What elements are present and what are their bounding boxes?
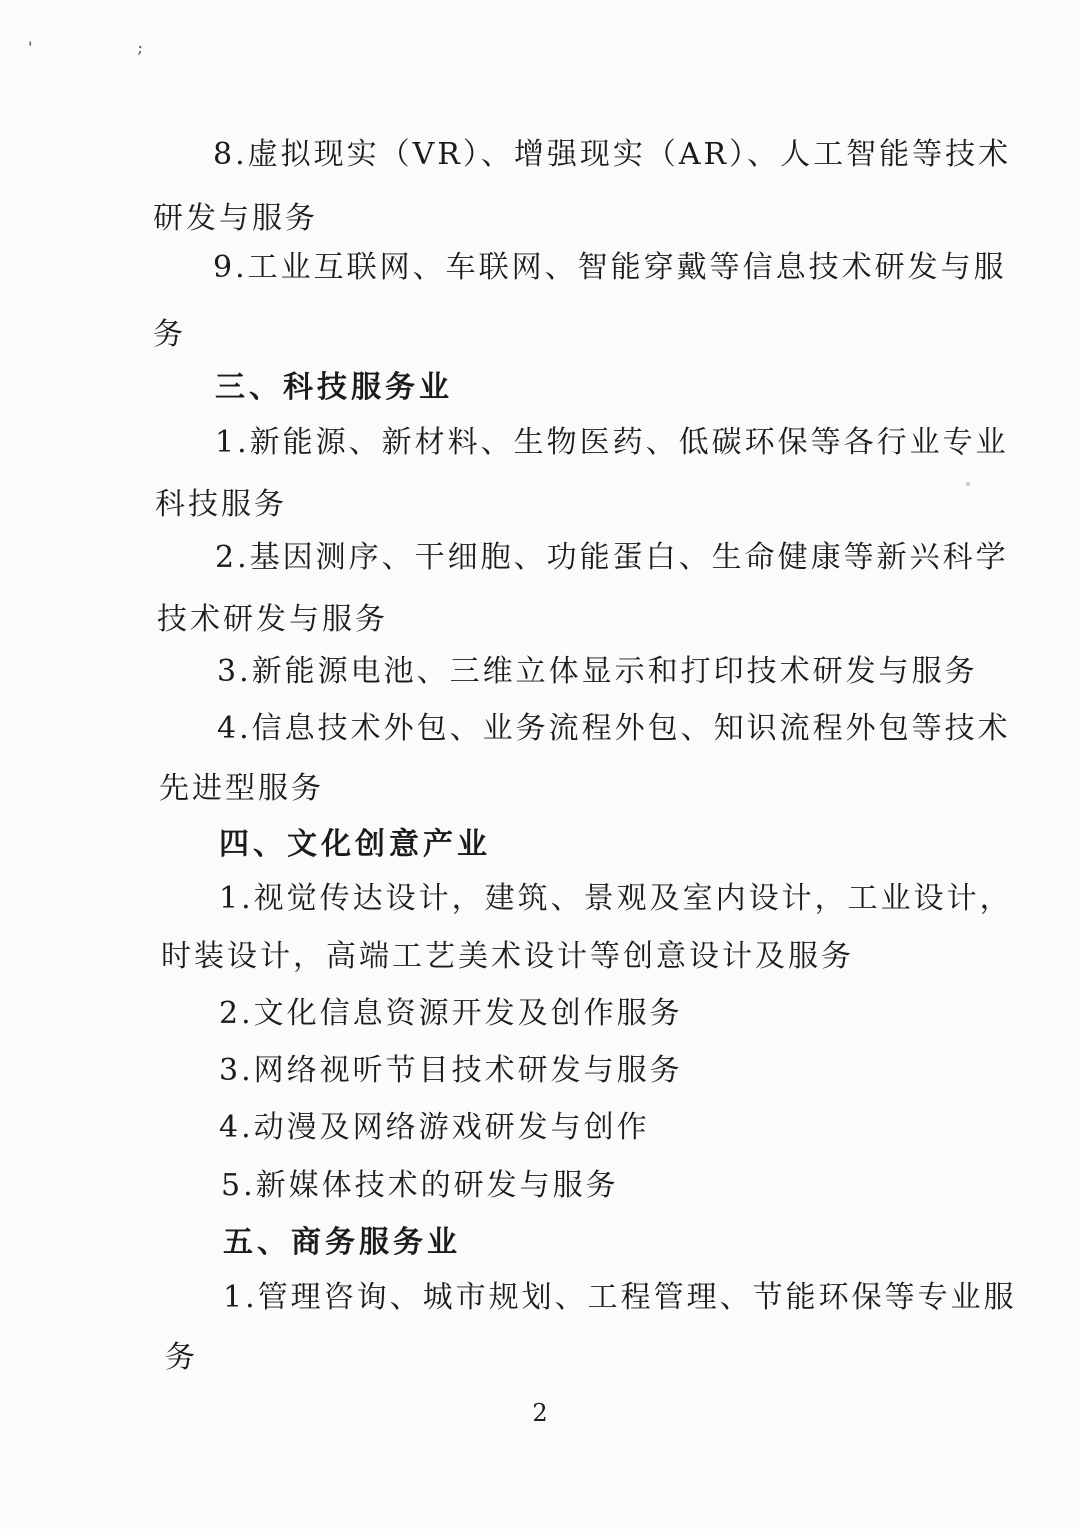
section3-item-3: 3.新能源电池、三维立体显示和打印技术研发与服务 <box>217 654 978 689</box>
section4-item-1-line-1: 1.视觉传达设计，建筑、景观及室内设计，工业设计， <box>219 881 1013 916</box>
section5-item-1-line-2: 务 <box>165 1340 198 1375</box>
page-number: 2 <box>532 1399 548 1427</box>
section5-item-1-line-1: 1.管理咨询、城市规划、工程管理、节能环保等专业服 <box>223 1280 1017 1315</box>
section3-item-1-line-1: 1.新能源、新材料、生物医药、低碳环保等各行业专业 <box>215 425 1009 460</box>
item-9-line-2: 务 <box>153 317 186 352</box>
item-8-line-2: 研发与服务 <box>153 201 318 236</box>
item-9-line-1: 9.工业互联网、车联网、智能穿戴等信息技术研发与服 <box>213 250 1007 285</box>
section3-item-4-line-2: 先进型服务 <box>159 771 324 806</box>
section-heading-3: 三、科技服务业 <box>215 370 453 405</box>
section4-item-1-line-2: 时装设计，高端工艺美术设计等创意设计及服务 <box>161 939 854 974</box>
scan-speck <box>966 482 970 486</box>
scan-marks: ' ; <box>28 38 193 57</box>
section-heading-5: 五、商务服务业 <box>223 1225 461 1260</box>
section4-item-3: 3.网络视听节目技术研发与服务 <box>219 1053 683 1088</box>
section3-item-1-line-2: 科技服务 <box>155 487 287 522</box>
section4-item-4: 4.动漫及网络游戏研发与创作 <box>219 1110 650 1145</box>
section3-item-2-line-2: 技术研发与服务 <box>157 602 388 637</box>
item-8-line-1: 8.虚拟现实（VR）、增强现实（AR）、人工智能等技术 <box>213 137 1012 172</box>
section3-item-4-line-1: 4.信息技术外包、业务流程外包、知识流程外包等技术 <box>217 711 1011 746</box>
section3-item-2-line-1: 2.基因测序、干细胞、功能蛋白、生命健康等新兴科学 <box>215 540 1009 575</box>
section4-item-2: 2.文化信息资源开发及创作服务 <box>219 996 683 1031</box>
section-heading-4: 四、文化创意产业 <box>219 827 491 862</box>
section4-item-5: 5.新媒体技术的研发与服务 <box>221 1168 619 1203</box>
